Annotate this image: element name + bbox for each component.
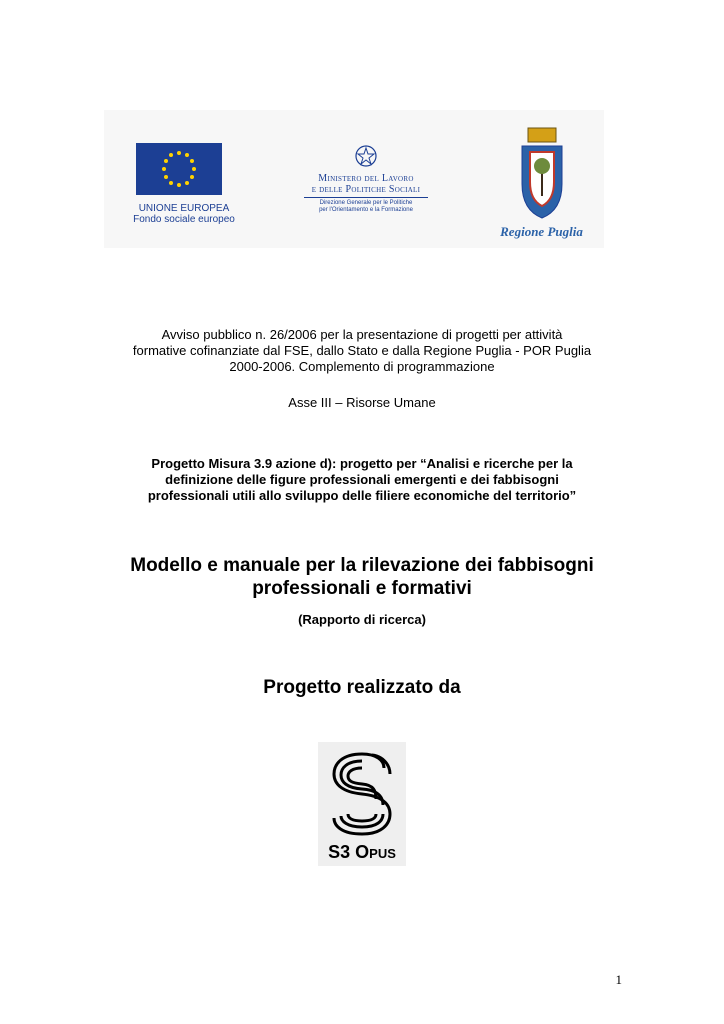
- avviso-line-1: Avviso pubblico n. 26/2006 per la presentazione di progetti per attività: [161, 327, 563, 342]
- avviso-line-2: formative cofinanziate dal FSE, dallo Stato e dalla Regione Puglia - POR Puglia: [132, 343, 592, 358]
- document-title-line-1: Modello e manuale per la rilevazione dei fabbisogni: [130, 555, 594, 576]
- header-logos: [104, 110, 604, 248]
- ministry-sub-line1: Direzione Generale per le Politiche: [319, 200, 413, 206]
- document-subtitle: (Rapporto di ricerca): [298, 612, 426, 627]
- eu-flag-icon: [136, 143, 222, 195]
- asse-label: Asse III – Risorse Umane: [288, 395, 436, 410]
- eu-logo-text: [124, 203, 244, 225]
- eu-logo-line1: UNIONE EUROPEA: [138, 203, 230, 214]
- document-title: [0, 554, 724, 600]
- region-shield-icon: [514, 124, 570, 222]
- ministry-divider: [304, 197, 428, 198]
- italian-emblem-icon: [354, 142, 378, 170]
- ministry-subtitle: [296, 200, 436, 214]
- ministry-sub-line2: per l'Orientamento e la Formazione: [319, 207, 413, 213]
- avviso-paragraph: [0, 327, 724, 375]
- document-title-line-2: professionali e formativi: [252, 578, 472, 599]
- s3-opus-logo: [318, 742, 406, 866]
- avviso-line-3: 2000-2006. Complemento di programmazione: [229, 359, 495, 374]
- eu-logo-line2: Fondo sociale europeo: [133, 214, 235, 225]
- ministry-title-line2: e delle Politiche Sociali: [311, 184, 421, 195]
- ministry-logo: [296, 140, 436, 220]
- progetto-paragraph: [0, 456, 724, 504]
- region-logo: [484, 124, 599, 244]
- progetto-line-2: definizione delle figure professionali emergenti e dei fabbisogni: [165, 472, 559, 487]
- ministry-title-line1: Ministero del Lavoro: [318, 173, 414, 184]
- s3-opus-text: S3 Opus: [328, 842, 396, 862]
- realizzato-heading: Progetto realizzato da: [263, 677, 461, 698]
- s3-spiral-icon: [324, 748, 400, 840]
- page-number: 1: [615, 972, 622, 987]
- progetto-line-3: professionali utili allo sviluppo delle filiere economiche del territorio”: [147, 488, 577, 503]
- ministry-title: [296, 173, 436, 195]
- progetto-line-1: Progetto Misura 3.9 azione d): progetto per “Analisi e ricerche per la: [151, 456, 573, 471]
- region-logo-text: Regione Puglia: [500, 224, 583, 239]
